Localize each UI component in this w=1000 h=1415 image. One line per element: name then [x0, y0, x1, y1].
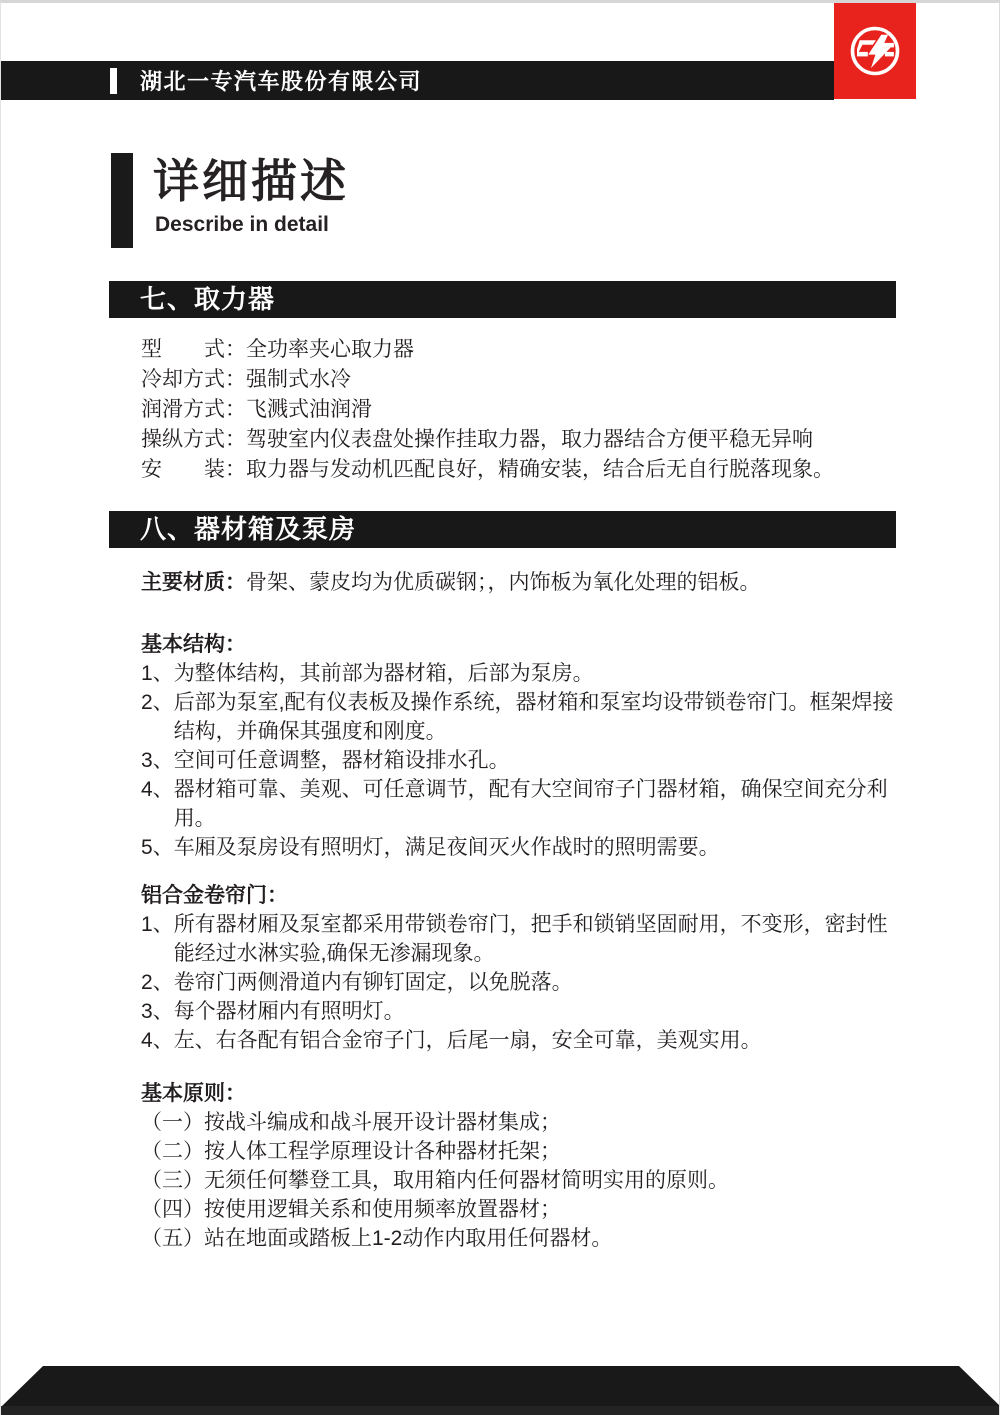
list-item	[141, 659, 896, 688]
list-item-number: 1、	[141, 913, 174, 936]
material-label: 主要材质：	[141, 571, 246, 594]
list-item	[141, 688, 896, 746]
content-column	[109, 281, 896, 1253]
page-subtitle: Describe in detail	[155, 213, 329, 236]
list-item	[141, 746, 896, 775]
list-item-number: （三）	[141, 1169, 204, 1192]
principles-list	[141, 1108, 896, 1253]
list-item-text: 后部为泵室,配有仪表板及操作系统，器材箱和泵室均设带锁卷帘门。框架焊接结构，并确保其强度和刚度。	[173, 691, 894, 743]
list-item-number: 1、	[141, 662, 174, 685]
list-item-text: 为整体结构，其前部为器材箱，后部为泵房。	[173, 662, 594, 685]
spec-line: 安 装：取力器与发动机匹配良好，精确安装，结合后无自行脱落现象。	[141, 458, 834, 481]
list-item-text: 无须任何攀登工具，取用箱内任何器材简明实用的原则。	[204, 1169, 729, 1192]
material-text: 骨架、蒙皮均为优质碳钢；，内饰板为氧化处理的铝板。	[246, 571, 761, 594]
material-line	[141, 568, 896, 597]
spec-line: 冷却方式：强制式水冷	[141, 368, 351, 391]
list-item	[141, 1026, 896, 1055]
spec-line: 型 式：全功率夹心取力器	[141, 338, 414, 361]
list-item-number: （一）	[141, 1111, 204, 1134]
list-item-text: 按人体工程学原理设计各种器材托架；	[204, 1140, 561, 1163]
list-item-number: （二）	[141, 1140, 204, 1163]
shutter-heading: 铝合金卷帘门：	[141, 884, 288, 907]
structure-block	[141, 630, 896, 862]
list-item-number: 2、	[141, 971, 174, 994]
title-accent-bar	[111, 153, 133, 248]
principles-heading: 基本原则：	[141, 1082, 246, 1105]
list-item-number: 3、	[141, 749, 174, 772]
list-item-text: 空间可任意调整，器材箱设排水孔。	[173, 749, 510, 772]
list-item-text: 所有器材厢及泵室都采用带锁卷帘门，把手和锁销坚固耐用，不变形，密封性能经过水淋实验,确保无渗漏现象。	[173, 913, 888, 965]
list-item	[141, 968, 896, 997]
list-item-number: 3、	[141, 1000, 174, 1023]
shutter-list	[141, 910, 896, 1055]
list-item-number: 4、	[141, 778, 174, 801]
footer-base-strip	[1, 1406, 1000, 1415]
list-item	[141, 1137, 896, 1166]
brand-logo-icon	[848, 24, 902, 78]
list-item-number: 2、	[141, 691, 174, 714]
list-item	[141, 1166, 896, 1195]
header-tick-mark	[110, 68, 117, 94]
page-title: 详细描述	[153, 155, 349, 207]
brand-logo-badge	[834, 3, 916, 99]
list-item-text: 站在地面或踏板上1-2动作内取用任何器材。	[204, 1227, 613, 1250]
list-item-text: 按使用逻辑关系和使用频率放置器材；	[204, 1198, 561, 1221]
list-item-text: 每个器材厢内有照明灯。	[173, 1000, 405, 1023]
footer-trapezoid	[1, 1366, 1000, 1407]
list-item	[141, 833, 896, 862]
list-item-number: 5、	[141, 836, 174, 859]
pto-spec-list	[109, 335, 896, 485]
list-item	[141, 997, 896, 1026]
list-item-text: 按战斗编成和战斗展开设计器材集成；	[204, 1111, 561, 1134]
list-item-text: 卷帘门两侧滑道内有铆钉固定，以免脱落。	[173, 971, 573, 994]
structure-heading: 基本结构：	[141, 633, 246, 656]
company-name: 湖北一专汽车股份有限公司	[140, 69, 423, 94]
spec-line: 操纵方式：驾驶室内仪表盘处操作挂取力器，取力器结合方便平稳无异响	[141, 428, 813, 451]
list-item-number: （四）	[141, 1198, 204, 1221]
list-item	[141, 910, 896, 968]
spec-line: 润滑方式：飞溅式油润滑	[141, 398, 372, 421]
principles-block	[141, 1079, 896, 1253]
section-heading-pto: 七、取力器	[109, 281, 896, 318]
list-item-text: 器材箱可靠、美观、可任意调节，配有大空间帘子门器材箱，确保空间充分利用。	[173, 778, 888, 830]
list-item-number: 4、	[141, 1029, 174, 1052]
list-item	[141, 775, 896, 833]
shutter-block	[141, 881, 896, 1055]
list-item-text: 左、右各配有铝合金帘子门，后尾一扇，安全可靠，美观实用。	[173, 1029, 762, 1052]
company-header-bar	[1, 61, 834, 100]
section-heading-box: 八、器材箱及泵房	[109, 511, 896, 548]
list-item-number: （五）	[141, 1227, 204, 1250]
list-item	[141, 1195, 896, 1224]
list-item-text: 车厢及泵房设有照明灯，满足夜间灭火作战时的照明需要。	[173, 836, 720, 859]
structure-list	[141, 659, 896, 862]
list-item	[141, 1224, 896, 1253]
list-item	[141, 1108, 896, 1137]
